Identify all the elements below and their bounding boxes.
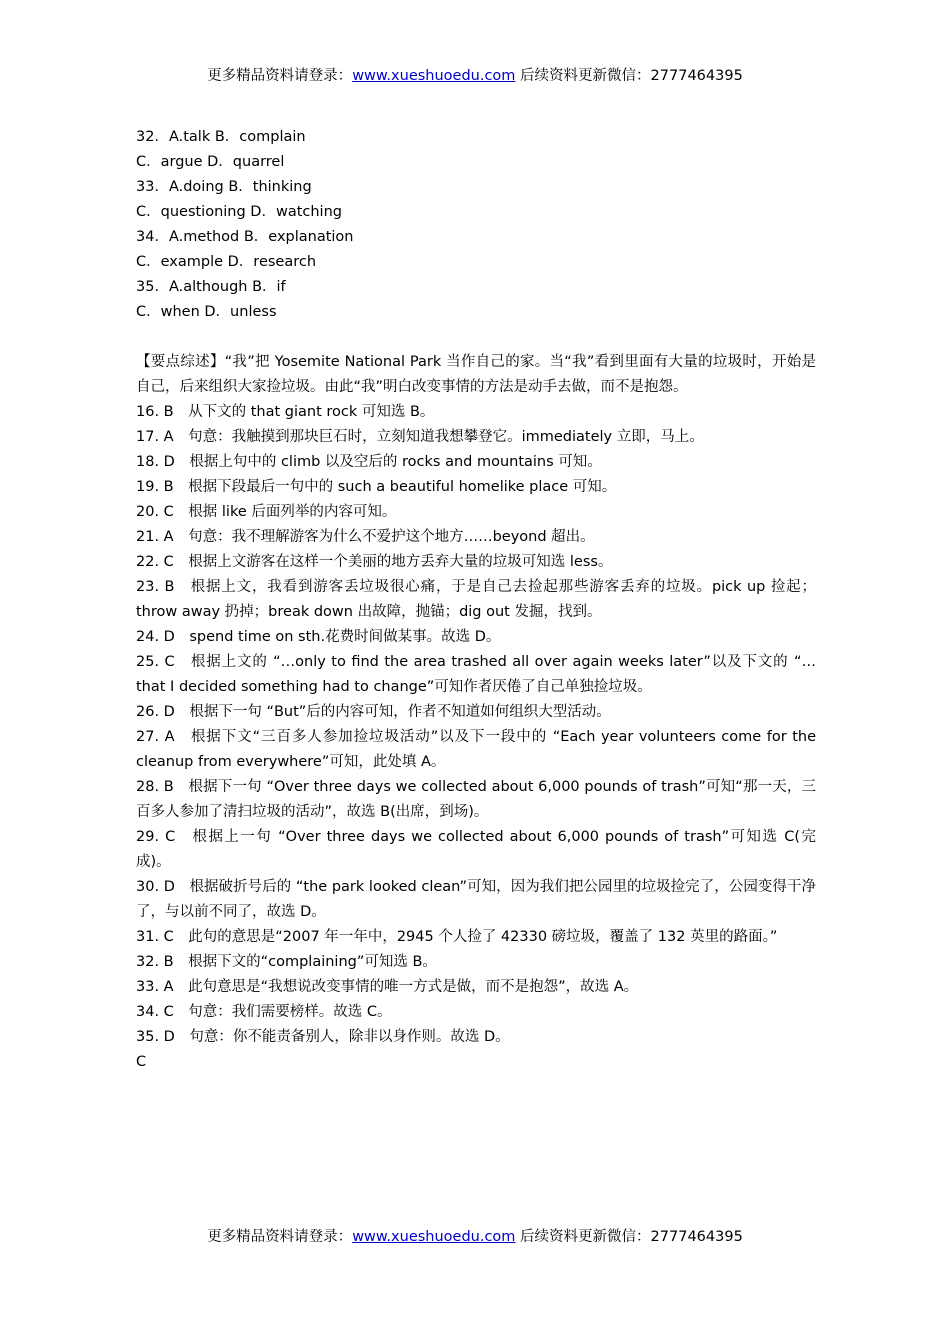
answer-item: 16. B 从下文的 that giant rock 可知选 B。 xyxy=(136,404,435,420)
option-line: C．questioning D．watching xyxy=(136,204,342,220)
answer-item: 26. D 根据下一句 “But”后的内容可知，作者不知道如何组织大型活动。 xyxy=(136,704,611,720)
footer-prefix: 更多精品资料请登录： xyxy=(207,1229,353,1245)
trailing-letter: C xyxy=(136,1054,147,1070)
answer-item: 25. C 根据上文的 “…only to find the area trashed all over again weeks later”以及下文的 “…that I decided something had to change”可知作者厌倦了自己单独捡垃圾。 xyxy=(136,654,816,695)
page-header xyxy=(0,66,950,86)
option-line: 33．A.doing B．thinking xyxy=(136,179,312,195)
answer-item: 19. B 根据下段最后一句中的 such a beautiful homelike place 可知。 xyxy=(136,479,617,495)
option-line: 34．A.method B．explanation xyxy=(136,229,354,245)
header-link[interactable]: www.xueshuoedu.com xyxy=(352,68,516,84)
answer-item: 30. D 根据破折号后的 “the park looked clean”可知，因为我们把公园里的垃圾捡完了，公园变得干净了，与以前不同了，故选 D。 xyxy=(136,879,816,920)
summary-paragraph: 【要点综述】“我”把 Yosemite National Park 当作自己的家。当“我”看到里面有大量的垃圾时，开始是自己，后来组织大家捡垃圾。由此“我”明白改变事情的方法是动手去做，而不是抱怨。 xyxy=(136,354,816,395)
footer-link[interactable]: www.xueshuoedu.com xyxy=(352,1229,516,1245)
header-suffix: 后续资料更新微信：2777464395 xyxy=(515,68,743,84)
header-prefix: 更多精品资料请登录： xyxy=(207,68,353,84)
document-body xyxy=(136,125,816,1075)
answer-item: 17. A 句意：我触摸到那块巨石时，立刻知道我想攀登它。immediately 立即，马上。 xyxy=(136,429,704,445)
answer-item: 35. D 句意：你不能责备别人，除非以身作则。故选 D。 xyxy=(136,1029,510,1045)
answer-item: 32. B 根据下文的“complaining”可知选 B。 xyxy=(136,954,437,970)
option-line: 32．A.talk B．complain xyxy=(136,129,306,145)
answer-item: 31. C 此句的意思是“2007 年一年中，2945 个人捡了 42330 磅垃圾，覆盖了 132 英里的路面。” xyxy=(136,929,778,945)
answer-item: 24. D spend time on sth.花费时间做某事。故选 D。 xyxy=(136,629,501,645)
answer-item: 33. A 此句意思是“我想说改变事情的唯一方式是做，而不是抱怨”，故选 A。 xyxy=(136,979,639,995)
option-line: C．argue D．quarrel xyxy=(136,154,285,170)
answer-item: 20. C 根据 like 后面列举的内容可知。 xyxy=(136,504,397,520)
answer-item: 18. D 根据上句中的 climb 以及空后的 rocks and mountains 可知。 xyxy=(136,454,602,470)
answer-item: 21. A 句意：我不理解游客为什么不爱护这个地方……beyond 超出。 xyxy=(136,529,595,545)
option-line: C．example D．research xyxy=(136,254,317,270)
answer-item: 29. C 根据上一句 “Over three days we collected about 6,000 pounds of trash”可知选 C(完成)。 xyxy=(136,829,816,870)
answer-item: 27. A 根据下文“三百多人参加捡垃圾活动”以及下一段中的 “Each year volunteers come for the cleanup from everywhere”可知，此处填 A。 xyxy=(136,729,816,770)
answer-item: 28. B 根据下一句 “Over three days we collected about 6,000 pounds of trash”可知“那一天，三百多人参加了清扫垃圾的活动”，故选 B(出席，到场)。 xyxy=(136,779,816,820)
page-footer xyxy=(0,1227,950,1247)
option-line: C．when D．unless xyxy=(136,304,277,320)
answer-item: 22. C 根据上文游客在这样一个美丽的地方丢弃大量的垃圾可知选 less。 xyxy=(136,554,613,570)
footer-suffix: 后续资料更新微信：2777464395 xyxy=(515,1229,743,1245)
spacer xyxy=(136,325,816,350)
option-line: 35．A.although B．if xyxy=(136,279,286,295)
answer-item: 34. C 句意：我们需要榜样。故选 C。 xyxy=(136,1004,392,1020)
answer-item: 23. B 根据上文，我看到游客丢垃圾很心痛，于是自己去捡起那些游客丢弃的垃圾。pick up 捡起；throw away 扔掉；break down 出故障，抛锚；dig out 发掘，找到。 xyxy=(136,579,816,620)
